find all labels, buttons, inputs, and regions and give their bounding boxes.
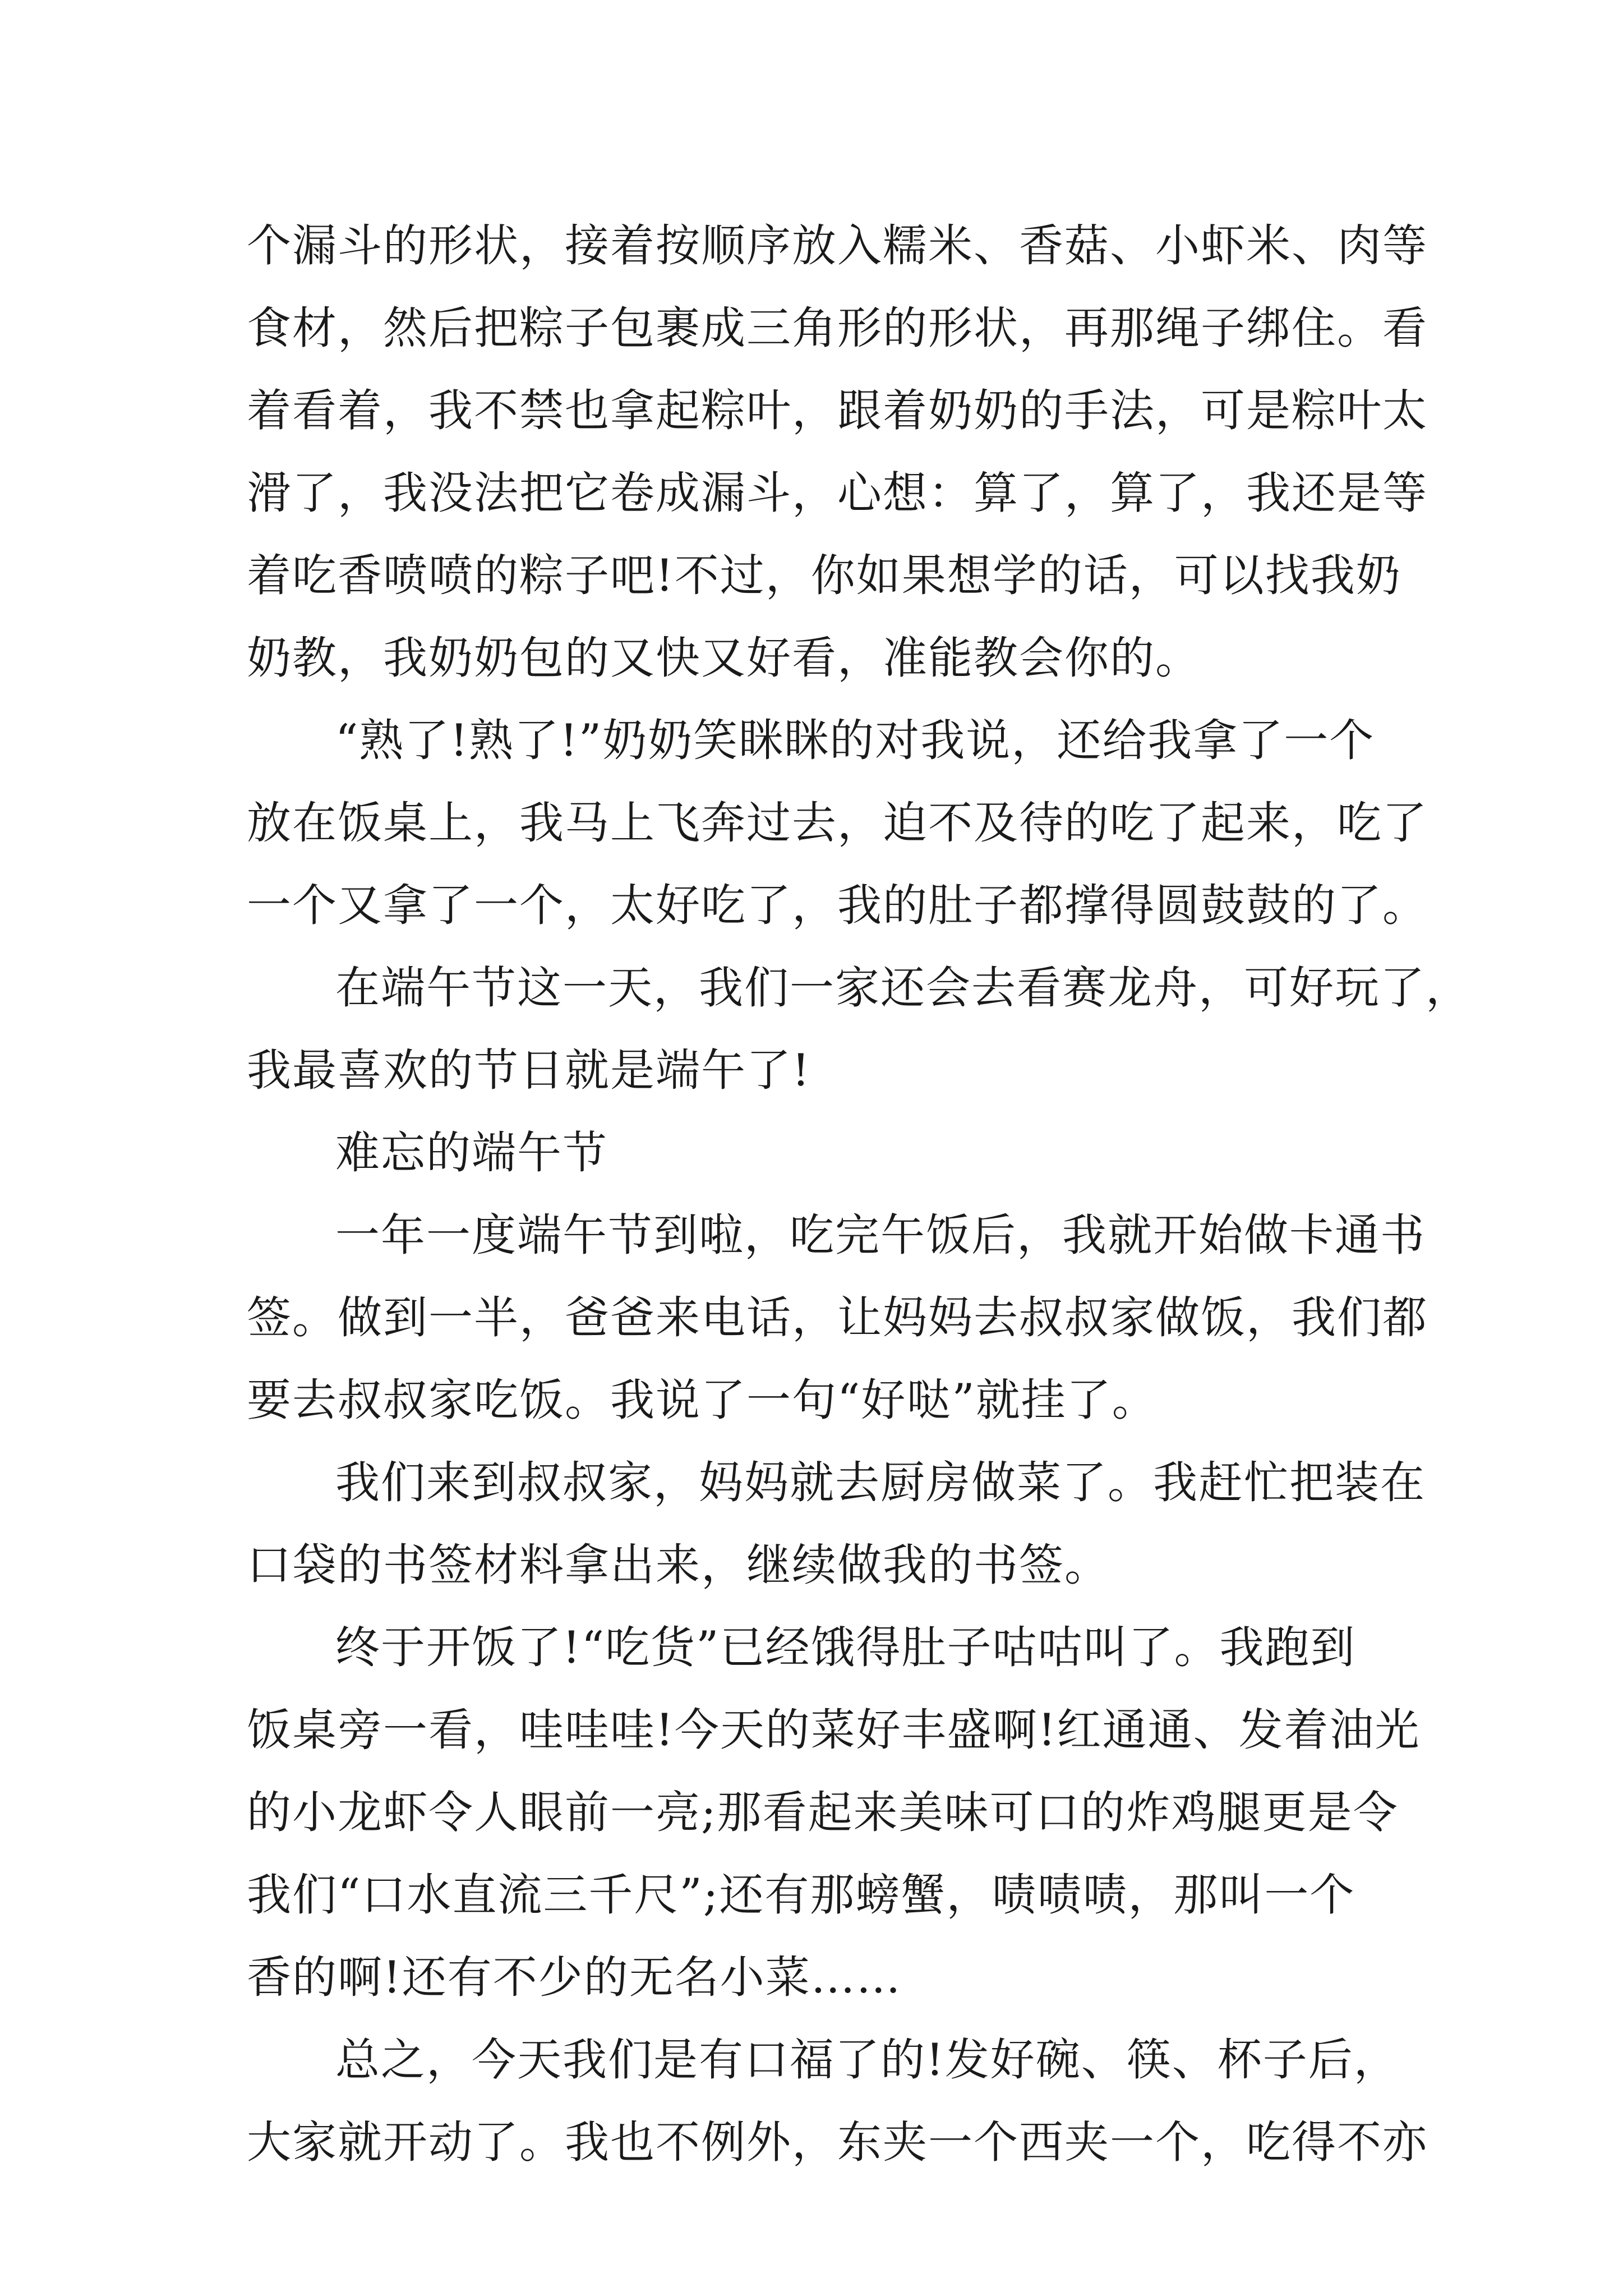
text-line: 奶教，我奶奶包的又快又好看，准能教会你的。 [247,632,1201,684]
document-body [247,205,1471,2184]
text-line: 饭桌旁一看，哇哇哇!今天的菜好丰盛啊!红通通、发着油光 [247,1704,1421,1756]
text-line: 我最喜欢的节日就是端午了! [247,1045,811,1096]
text-line: 着看着，我不禁也拿起粽叶，跟着奶奶的手法，可是粽叶太 [247,385,1428,436]
text-line: 放在饭桌上，我马上飞奔过去，迫不及待的吃了起来，吃了 [247,797,1428,849]
paragraph-first-line: “熟了!熟了!”奶奶笑眯眯的对我说，还给我拿了一个 [335,715,1375,766]
paragraph-first-line: 我们来到叔叔家，妈妈就去厨房做菜了。我赶忙把装在 [335,1457,1426,1508]
paragraph-first-line: 在端午节这一天，我们一家还会去看赛龙舟，可好玩了， [335,962,1471,1014]
text-line: 食材，然后把粽子包裹成三角形的形状，再那绳子绑住。看 [247,302,1428,354]
text-line: 签。做到一半，爸爸来电话，让妈妈去叔叔家做饭，我们都 [247,1292,1428,1343]
text-line: 香的啊!还有不少的无名小菜…… [247,1952,902,2003]
text-line: 口袋的书签材料拿出来，继续做我的书签。 [247,1539,1110,1591]
paragraph-first-line: 一年一度端午节到啦，吃完午饭后，我就开始做卡通书 [335,1209,1426,1261]
text-line: 着吃香喷喷的粽子吧!不过，你如果想学的话，可以找我奶 [247,550,1401,601]
essay-title: 难忘的端午节 [335,1127,608,1179]
text-line: 的小龙虾令人眼前一亮;那看起来美味可口的炸鸡腿更是令 [247,1787,1399,1838]
text-line: 个漏斗的形状，接着按顺序放入糯米、香菇、小虾米、肉等 [247,220,1428,272]
text-line: 一个又拿了一个，太好吃了，我的肚子都撑得圆鼓鼓的了。 [247,880,1428,931]
text-line: 滑了，我没法把它卷成漏斗，心想：算了，算了，我还是等 [247,467,1428,519]
text-line: 我们“口水直流三千尺”;还有那螃蟹，啧啧啧，那叫一个 [247,1869,1355,1921]
paragraph-first-line: 终于开饭了!“吃货”已经饿得肚子咕咕叫了。我跑到 [335,1622,1356,1673]
text-line: 要去叔叔家吃饭。我说了一句“好哒”就挂了。 [247,1374,1158,1426]
paragraph-first-line: 总之，今天我们是有口福了的!发好碗、筷、杯子后， [335,2034,1399,2086]
text-line: 大家就开动了。我也不例外，东夹一个西夹一个，吃得不亦 [247,2116,1428,2168]
